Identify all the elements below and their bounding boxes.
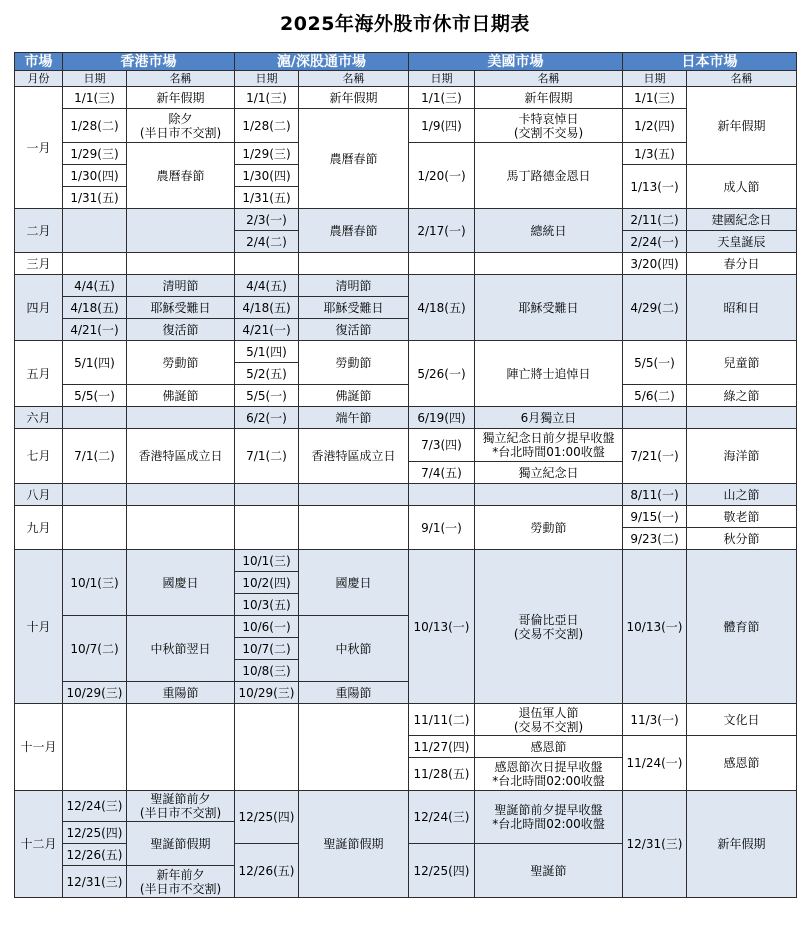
hk-date: 1/31(五) <box>63 187 127 209</box>
hk-name-note: (半日市不交割) <box>139 125 222 140</box>
hk-name <box>127 407 235 429</box>
hk-name: 新年假期 <box>127 87 235 109</box>
table-row <box>15 87 797 109</box>
month-cell-dec: 十二月 <box>15 791 63 898</box>
us-name-line: 哥倫比亞日 <box>518 612 579 627</box>
jp-name: 感恩節 <box>687 736 797 791</box>
hk-date <box>63 253 127 275</box>
us-date: 11/27(四) <box>409 736 475 758</box>
sh-name <box>299 704 409 791</box>
jp-date: 9/23(二) <box>623 528 687 550</box>
us-name <box>475 791 623 844</box>
month-cell-jun: 六月 <box>15 407 63 429</box>
sh-name: 耶穌受難日 <box>299 297 409 319</box>
jp-date: 3/20(四) <box>623 253 687 275</box>
us-date <box>409 484 475 506</box>
sh-name: 重陽節 <box>299 682 409 704</box>
sh-date: 4/21(一) <box>235 319 299 341</box>
us-name-line: 卡特哀悼日 <box>518 111 579 126</box>
hk-name: 復活節 <box>127 319 235 341</box>
jp-date: 2/11(二) <box>623 209 687 231</box>
us-name-line: 退伍軍人節 <box>518 705 579 720</box>
us-date: 12/25(四) <box>409 844 475 898</box>
us-market-header: 美國市場 <box>409 53 623 71</box>
us-date: 12/24(三) <box>409 791 475 844</box>
us-date: 11/28(五) <box>409 758 475 791</box>
us-name: 總統日 <box>475 209 623 253</box>
hk-name: 國慶日 <box>127 550 235 616</box>
month-cell-feb: 二月 <box>15 209 63 253</box>
sh-name <box>299 253 409 275</box>
table-row <box>15 407 797 429</box>
month-cell-jul: 七月 <box>15 429 63 484</box>
us-name: 新年假期 <box>475 87 623 109</box>
sh-date: 10/7(二) <box>235 638 299 660</box>
jp-name: 成人節 <box>687 165 797 209</box>
hk-date: 1/30(四) <box>63 165 127 187</box>
hk-name-note: (半日市不交割) <box>139 881 222 896</box>
us-name <box>475 550 623 704</box>
hk-name: 聖誕節假期 <box>127 822 235 866</box>
us-date: 1/1(三) <box>409 87 475 109</box>
jp-date: 10/13(一) <box>623 550 687 704</box>
us-date-header: 日期 <box>409 71 475 87</box>
hk-date <box>63 506 127 550</box>
table-row <box>15 109 797 143</box>
hk-date: 7/1(二) <box>63 429 127 484</box>
us-date: 5/26(一) <box>409 341 475 407</box>
sh-name: 勞動節 <box>299 341 409 385</box>
jp-date-header: 日期 <box>623 71 687 87</box>
jp-date: 2/24(一) <box>623 231 687 253</box>
us-name-line: 獨立紀念日前夕提早收盤 <box>482 431 615 445</box>
us-name <box>475 704 623 736</box>
jp-name: 海洋節 <box>687 429 797 484</box>
jp-name-header: 名稱 <box>687 71 797 87</box>
hk-date <box>63 407 127 429</box>
jp-date: 4/29(二) <box>623 275 687 341</box>
hk-name-header: 名稱 <box>127 71 235 87</box>
page-title: 2025年海外股市休市日期表 <box>280 13 530 35</box>
jp-date: 1/2(四) <box>623 109 687 143</box>
hk-date: 1/28(二) <box>63 109 127 143</box>
hk-date: 1/29(三) <box>63 143 127 165</box>
us-date: 2/17(一) <box>409 209 475 253</box>
jp-name: 建國紀念日 <box>687 209 797 231</box>
jp-date: 5/5(一) <box>623 341 687 385</box>
jp-date <box>623 407 687 429</box>
hk-date: 10/7(二) <box>63 616 127 682</box>
sh-name: 端午節 <box>299 407 409 429</box>
us-name: 獨立紀念日 <box>475 462 623 484</box>
sh-date: 4/18(五) <box>235 297 299 319</box>
us-name-note: (交割不交易) <box>513 125 584 140</box>
hk-date: 12/26(五) <box>63 844 127 866</box>
sh-date-header: 日期 <box>235 71 299 87</box>
column-header-row <box>15 71 797 87</box>
us-name: 聖誕節 <box>475 844 623 898</box>
hk-name <box>127 791 235 822</box>
sh-date: 5/2(五) <box>235 363 299 385</box>
us-name-line: 感恩節次日提早收盤 <box>494 760 603 774</box>
sh-date: 12/25(四) <box>235 791 299 844</box>
us-name-line: 聖誕節前夕提早收盤 <box>494 803 603 817</box>
sh-date: 6/2(一) <box>235 407 299 429</box>
us-name: 馬丁路德金恩日 <box>475 143 623 209</box>
hk-name <box>127 109 235 143</box>
sh-name: 農曆春節 <box>299 209 409 253</box>
table-row <box>15 209 797 231</box>
hk-date: 4/4(五) <box>63 275 127 297</box>
us-date: 10/13(一) <box>409 550 475 704</box>
sh-date: 12/26(五) <box>235 844 299 898</box>
hk-date: 10/29(三) <box>63 682 127 704</box>
jp-date: 7/21(一) <box>623 429 687 484</box>
hk-name: 清明節 <box>127 275 235 297</box>
sh-name: 國慶日 <box>299 550 409 616</box>
us-name: 感恩節 <box>475 736 623 758</box>
us-name-header: 名稱 <box>475 71 623 87</box>
sh-date: 10/6(一) <box>235 616 299 638</box>
hk-date: 4/18(五) <box>63 297 127 319</box>
us-name <box>475 484 623 506</box>
sh-date: 1/1(三) <box>235 87 299 109</box>
jp-name: 兒童節 <box>687 341 797 385</box>
us-date: 1/20(一) <box>409 143 475 209</box>
jp-name: 敬老節 <box>687 506 797 528</box>
table-row <box>15 275 797 297</box>
jp-date: 11/24(一) <box>623 736 687 791</box>
sh-name: 聖誕節假期 <box>299 791 409 898</box>
jp-date: 8/11(一) <box>623 484 687 506</box>
us-name: 陣亡將士追悼日 <box>475 341 623 407</box>
jp-date: 9/15(一) <box>623 506 687 528</box>
sh-date <box>235 506 299 550</box>
hk-name-line: 除夕 <box>168 111 193 126</box>
us-date: 6/19(四) <box>409 407 475 429</box>
sh-name: 新年假期 <box>299 87 409 109</box>
hk-date: 12/24(三) <box>63 791 127 822</box>
table-row <box>15 253 797 275</box>
sh-name <box>299 506 409 550</box>
hk-date <box>63 484 127 506</box>
sh-date: 2/3(一) <box>235 209 299 231</box>
hk-date: 12/25(四) <box>63 822 127 844</box>
hk-name: 香港特區成立日 <box>127 429 235 484</box>
hk-name-line: 聖誕節前夕 <box>150 792 211 806</box>
month-cell-aug: 八月 <box>15 484 63 506</box>
table-row <box>15 506 797 528</box>
us-name <box>475 109 623 143</box>
jp-date: 12/31(三) <box>623 791 687 898</box>
sh-name: 中秋節 <box>299 616 409 682</box>
us-date: 7/4(五) <box>409 462 475 484</box>
sh-date <box>235 704 299 791</box>
jp-name: 文化日 <box>687 704 797 736</box>
us-name <box>475 253 623 275</box>
hk-date: 1/1(三) <box>63 87 127 109</box>
jp-name: 昭和日 <box>687 275 797 341</box>
us-name: 勞動節 <box>475 506 623 550</box>
jp-market-header: 日本市場 <box>623 53 797 71</box>
month-cell-nov: 十一月 <box>15 704 63 791</box>
hk-name: 農曆春節 <box>127 143 235 209</box>
hk-name <box>127 704 235 791</box>
us-date: 4/18(五) <box>409 275 475 341</box>
sh-name: 復活節 <box>299 319 409 341</box>
hk-market-header: 香港市場 <box>63 53 235 71</box>
us-date: 11/11(二) <box>409 704 475 736</box>
jp-name: 春分日 <box>687 253 797 275</box>
jp-name: 天皇誕辰 <box>687 231 797 253</box>
sh-date: 10/3(五) <box>235 594 299 616</box>
hk-name <box>127 209 235 253</box>
sh-date: 5/1(四) <box>235 341 299 363</box>
sh-date: 1/31(五) <box>235 187 299 209</box>
us-name <box>475 758 623 791</box>
hk-date: 12/31(三) <box>63 866 127 898</box>
hk-name <box>127 506 235 550</box>
us-date: 7/3(四) <box>409 429 475 462</box>
market-header-row <box>15 53 797 71</box>
hk-date <box>63 209 127 253</box>
month-label: 月份 <box>15 71 63 87</box>
sh-date: 4/4(五) <box>235 275 299 297</box>
hk-name <box>127 866 235 898</box>
month-cell-apr: 四月 <box>15 275 63 341</box>
jp-date: 1/3(五) <box>623 143 687 165</box>
jp-date: 1/1(三) <box>623 87 687 109</box>
hk-name: 重陽節 <box>127 682 235 704</box>
jp-name: 新年假期 <box>687 791 797 898</box>
us-name-note: (交易不交割) <box>513 719 584 734</box>
sh-date: 1/28(二) <box>235 109 299 143</box>
jp-date: 11/3(一) <box>623 704 687 736</box>
jp-name: 山之節 <box>687 484 797 506</box>
sh-date: 10/29(三) <box>235 682 299 704</box>
table-row <box>15 791 797 822</box>
jp-name: 體育節 <box>687 550 797 704</box>
us-name-note: *台北時間02:00收盤 <box>492 817 605 831</box>
sh-date <box>235 253 299 275</box>
sh-date: 5/5(一) <box>235 385 299 407</box>
us-date: 9/1(一) <box>409 506 475 550</box>
sh-date: 1/29(三) <box>235 143 299 165</box>
sh-name: 清明節 <box>299 275 409 297</box>
hk-name-note: (半日市不交割) <box>139 806 222 820</box>
us-name-note: *台北時間02:00收盤 <box>492 774 605 788</box>
table-row <box>15 429 797 462</box>
jp-date: 1/13(一) <box>623 165 687 209</box>
hk-name: 佛誕節 <box>127 385 235 407</box>
holiday-table <box>14 52 797 898</box>
sh-date: 10/8(三) <box>235 660 299 682</box>
month-cell-mar: 三月 <box>15 253 63 275</box>
sh-date: 10/1(三) <box>235 550 299 572</box>
table-row <box>15 484 797 506</box>
us-name-note: (交易不交割) <box>513 626 584 641</box>
sh-name: 佛誕節 <box>299 385 409 407</box>
jp-name: 綠之節 <box>687 385 797 407</box>
us-name <box>475 429 623 462</box>
sh-name <box>299 484 409 506</box>
sh-name-header: 名稱 <box>299 71 409 87</box>
jp-date: 5/6(二) <box>623 385 687 407</box>
hk-date: 4/21(一) <box>63 319 127 341</box>
hk-name <box>127 253 235 275</box>
hk-name-line: 新年前夕 <box>156 867 205 882</box>
sh-date <box>235 484 299 506</box>
table-row <box>15 385 797 407</box>
month-cell-may: 五月 <box>15 341 63 407</box>
jp-name: 秋分節 <box>687 528 797 550</box>
sh-date: 2/4(二) <box>235 231 299 253</box>
hk-date-header: 日期 <box>63 71 127 87</box>
us-name: 耶穌受難日 <box>475 275 623 341</box>
sh-date: 1/30(四) <box>235 165 299 187</box>
hk-date: 10/1(三) <box>63 550 127 616</box>
us-date: 1/9(四) <box>409 109 475 143</box>
table-row <box>15 550 797 572</box>
hk-date <box>63 704 127 791</box>
jp-name: 新年假期 <box>687 87 797 165</box>
sh-date: 7/1(二) <box>235 429 299 484</box>
month-cell-sep: 九月 <box>15 506 63 550</box>
us-name: 6月獨立日 <box>475 407 623 429</box>
sh-name: 香港特區成立日 <box>299 429 409 484</box>
month-cell-oct: 十月 <box>15 550 63 704</box>
sh-date: 10/2(四) <box>235 572 299 594</box>
table-row <box>15 341 797 363</box>
sh-name: 農曆春節 <box>299 109 409 209</box>
hk-date: 5/5(一) <box>63 385 127 407</box>
sh-market-header: 滬/深股通市場 <box>235 53 409 71</box>
month-cell-jan: 一月 <box>15 87 63 209</box>
jp-name <box>687 407 797 429</box>
hk-name: 勞動節 <box>127 341 235 385</box>
hk-name <box>127 484 235 506</box>
hk-name: 耶穌受難日 <box>127 297 235 319</box>
us-name-note: *台北時間01:00收盤 <box>492 445 605 459</box>
table-row <box>15 704 797 736</box>
hk-date: 5/1(四) <box>63 341 127 385</box>
market-label: 市場 <box>15 53 63 71</box>
hk-name: 中秋節翌日 <box>127 616 235 682</box>
us-date <box>409 253 475 275</box>
